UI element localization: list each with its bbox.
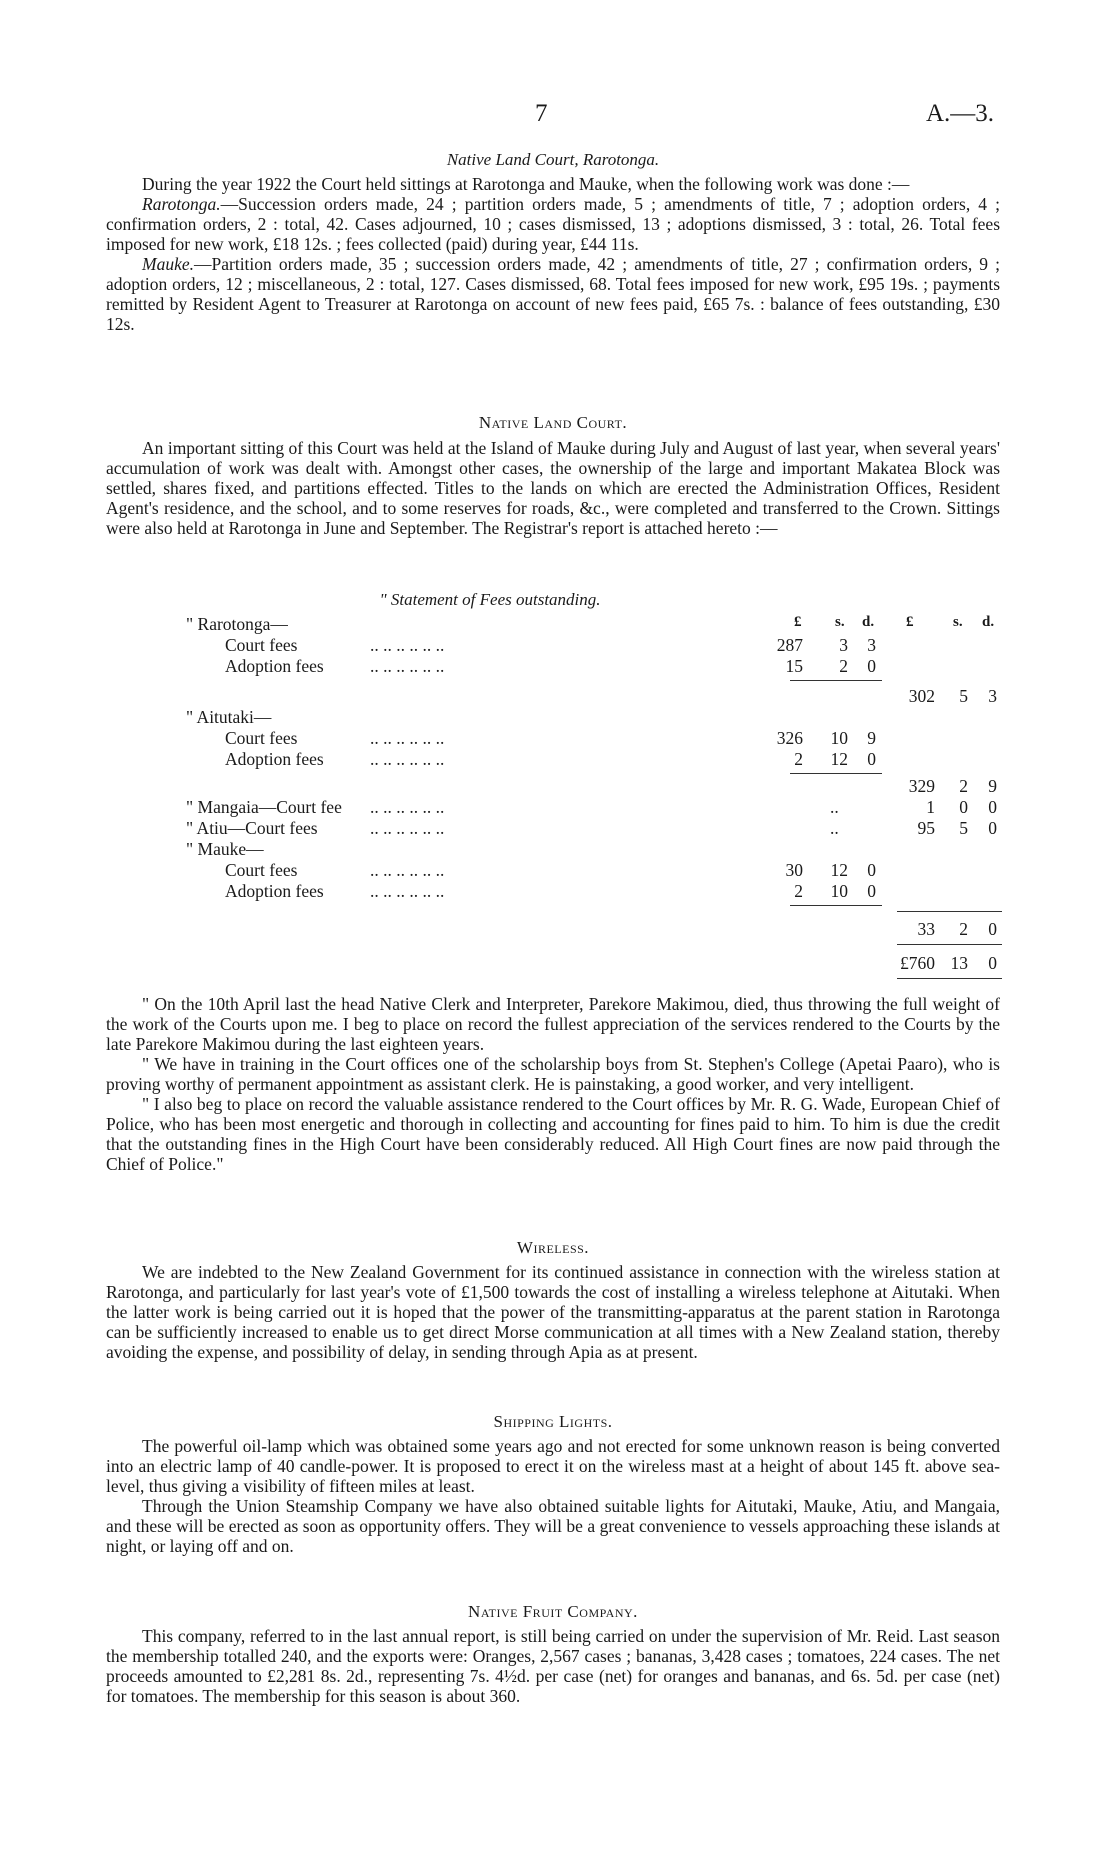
cell-total-shillings: 2 [959, 919, 968, 939]
rarotonga-label: Rarotonga. [142, 194, 221, 214]
leader-dots: .. .. .. .. .. .. [370, 635, 445, 655]
cell-pounds: 287 [776, 635, 803, 655]
leader-dots: .. .. .. .. .. .. [370, 656, 445, 676]
court-intro-paragraph: During the year 1922 the Court held sittings at Rarotonga and Mauke, when the following work was done :— [142, 174, 910, 194]
cell-total-pounds: 302 [908, 686, 935, 706]
cell-total-pounds: 95 [917, 818, 935, 838]
grand-total-pounds: £760 [900, 953, 935, 973]
fees-table-title: " Statement of Fees outstanding. [379, 590, 601, 609]
row-label: " Mauke— [186, 839, 264, 859]
cell-total-shillings: 0 [959, 797, 968, 817]
cell-shillings: 12 [830, 749, 848, 769]
grand-total-pence: 0 [988, 953, 997, 973]
row-label: Court fees [225, 728, 298, 748]
row-label: Adoption fees [225, 656, 324, 676]
cell-pence: 0 [867, 881, 876, 901]
leader-dots: .. .. .. .. .. .. [370, 881, 445, 901]
table-row [0, 761, 1114, 796]
table-row [0, 818, 1114, 839]
leader-dots-short: .. [830, 818, 839, 838]
cell-total-pence: 9 [988, 776, 997, 796]
table-row [0, 728, 1114, 749]
cell-pence: 0 [867, 749, 876, 769]
leader-dots: .. .. .. .. .. .. [370, 728, 445, 748]
grand-total-shillings: 13 [950, 953, 968, 973]
cell-total-pounds: 329 [908, 776, 935, 796]
table-row [0, 635, 1114, 656]
col-head-pence-1: d. [862, 614, 875, 630]
cell-shillings: 10 [830, 728, 848, 748]
col-head-shillings-2: s. [953, 614, 963, 630]
table-row [0, 919, 1114, 940]
subtotal-rule [790, 905, 882, 906]
row-label: Adoption fees [225, 881, 324, 901]
table-row [0, 656, 1114, 677]
page-number: 7 [535, 100, 548, 127]
leader-dots-short: .. [830, 797, 839, 817]
cell-shillings: 12 [830, 860, 848, 880]
row-label: " Rarotonga— [186, 614, 288, 634]
col-head-pound-2: £ [906, 614, 914, 630]
cell-total-pence: 3 [988, 686, 997, 706]
leader-dots: .. .. .. .. .. .. [370, 797, 445, 817]
section-fruit-company [106, 1626, 1000, 1706]
section-wireless [106, 1262, 1000, 1362]
row-label: Court fees [225, 860, 298, 880]
cell-pounds: 15 [785, 656, 803, 676]
leader-dots: .. .. .. .. .. .. [370, 749, 445, 769]
cell-total-pence: 0 [988, 797, 997, 817]
cell-pence: 3 [867, 635, 876, 655]
cell-pounds: 2 [794, 749, 803, 769]
section-shipping-lights [106, 1436, 1000, 1556]
section-title-native-land-court: Native Land Court. [478, 413, 628, 432]
row-label: " Aitutaki— [186, 707, 272, 727]
row-label: " Atiu—Court fees [186, 818, 318, 838]
col-head-pence-2: d. [982, 614, 995, 630]
table-row [0, 686, 1114, 707]
shipping-paragraph-2: Through the Union Steamship Company we have also obtained suitable lights for Aitutaki, Mauke, Atiu, and Mangaia, and these will be erected as soon as opportunity offers. They will be a great convenience to vessels approaching these islands at night, or laying off and on. [106, 1496, 1000, 1556]
mauke-text: —Partition orders made, 35 ; succession orders made, 42 ; amendments of title, 27 ; confirmation orders, 9 ; adoption orders, 12 ; miscellaneous, 2 : total, 127. Cases dismissed, 68. Total fees imposed for new work, £95 19s. ; payments remitted by Resident Agent to Treasurer at Rarotonga on account of new fees paid, £65 7s. : balance of fees outstanding, £30 12s. [106, 254, 1000, 334]
subtotal-rule [790, 680, 882, 681]
row-label: Adoption fees [225, 749, 324, 769]
cell-shillings: 3 [839, 635, 848, 655]
quote-paragraph-1: " On the 10th April last the head Native Clerk and Interpreter, Parekore Makimou, died, thus throwing the full weight of the work of the Courts upon me. I beg to place on record the fullest appreciation of the services rendered to the Courts by the late Parekore Makimou during the last eighteen years. [106, 994, 1000, 1054]
grand-total-row [0, 953, 1114, 974]
grand-total-rule-top [897, 911, 1002, 912]
cell-total-shillings: 5 [959, 686, 968, 706]
leader-dots: .. .. .. .. .. .. [370, 818, 445, 838]
cell-pence: 0 [867, 656, 876, 676]
table-row [0, 860, 1114, 881]
land-court-paragraph: An important sitting of this Court was held at the Island of Mauke during July and August of last year, when several years' accumulation of work was dealt with. Amongst other cases, the ownership of the large and important Makatea Block was settled, shares fixed, and partitions effected. Titles to the lands on which are erected the Administration Offices, Resident Agent's residence, and the school, and to some reserves for roads, &c., were completed and transferred to the Crown. Sittings were also held at Rarotonga in June and September. The Registrar's report is attached hereto :— [106, 438, 1000, 538]
quote-paragraph-3: " I also beg to place on record the valuable assistance rendered to the Court offices by Mr. R. G. Wade, European Chief of Police, who has been most energetic and thorough in collecting and accounting for fines paid to him. To him is due the credit that the outstanding fines in the High Court have been considerably reduced. All High Court fines are now paid through the Chief of Police." [106, 1094, 1000, 1174]
grand-total-rule [897, 944, 1002, 945]
row-label: " Mangaia—Court fee [186, 797, 342, 817]
cell-pence: 9 [867, 728, 876, 748]
section-title-court-rarotonga: Native Land Court, Rarotonga. [446, 150, 660, 169]
leader-dots: .. .. .. .. .. .. [370, 860, 445, 880]
document-reference: A.—3. [926, 100, 995, 127]
col-head-pound-1: £ [794, 614, 802, 630]
section-title-fruit-company: Native Fruit Company. [468, 1602, 638, 1621]
table-row [0, 839, 1114, 860]
cell-pounds: 30 [785, 860, 803, 880]
wireless-paragraph: We are indebted to the New Zealand Government for its continued assistance in connection with the wireless station at Rarotonga, and particularly for last year's vote of £1,500 towards the cost of installing a wireless telephone at Aitutaki. When the latter work is being carried out it is hoped that the power of the transmitting-apparatus at the parent station in Rarotonga can be sufficiently increased to enable us to get direct Morse communication at all times with a New Zealand station, thereby avoiding the expense, and possibility of delay, in sending through Apia as at present. [106, 1262, 1000, 1362]
cell-total-pence: 0 [988, 919, 997, 939]
row-label: Court fees [225, 635, 298, 655]
registrar-quotes [106, 994, 1000, 1174]
cell-shillings: 10 [830, 881, 848, 901]
cell-pounds: 326 [776, 728, 803, 748]
cell-pence: 0 [867, 860, 876, 880]
cell-total-pounds: 1 [926, 797, 935, 817]
cell-pounds: 2 [794, 881, 803, 901]
rarotonga-text: —Succession orders made, 24 ; partition orders made, 5 ; amendments of title, 7 ; adoption orders, 4 ; confirmation orders, 2 : total, 42. Cases adjourned, 10 ; cases dismissed, 13 ; adoptions dismissed, 3 : total, 26. Total fees imposed for new work, £18 12s. ; fees collected (paid) during year, £44 11s. [106, 194, 1000, 254]
quote-paragraph-2: " We have in training in the Court offices one of the scholarship boys from St. Stephen's College (Apetai Paaro), who is proving worthy of permanent appointment as assistant clerk. He is painstaking, a good worker, and very intelligent. [106, 1054, 1000, 1094]
table-row [0, 707, 1114, 728]
grand-total-rule-bottom [897, 978, 1002, 979]
cell-shillings: 2 [839, 656, 848, 676]
section-title-shipping-lights: Shipping Lights. [493, 1412, 613, 1431]
table-row [0, 797, 1114, 818]
fruit-paragraph: This company, referred to in the last annual report, is still being carried on under the supervision of Mr. Reid. Last season the membership totalled 240, and the exports were: Oranges, 2,567 cases ; bananas, 3,428 cases ; tomatoes, 224 cases. The net proceeds amounted to £2,281 8s. 2d., representing 7s. 4½d. per case (net) for oranges and bananas, and 6s. 5d. per case (net) for tomatoes. The membership for this season is about 360. [106, 1626, 1000, 1706]
section-title-wireless: Wireless. [516, 1238, 590, 1257]
cell-total-shillings: 5 [959, 818, 968, 838]
shipping-paragraph-1: The powerful oil-lamp which was obtained some years ago and not erected for some unknown reason is being converted into an electric lamp of 40 candle-power. It is proposed to erect it on the wireless mast at a height of about 145 ft. above sea-level, thus giving a visibility of fifteen miles at least. [106, 1436, 1000, 1496]
table-row [0, 881, 1114, 902]
col-head-shillings-1: s. [835, 614, 845, 630]
cell-total-pounds: 33 [917, 919, 935, 939]
cell-total-pence: 0 [988, 818, 997, 838]
mauke-label: Mauke. [142, 254, 194, 274]
cell-total-shillings: 2 [959, 776, 968, 796]
table-row [0, 614, 1114, 635]
